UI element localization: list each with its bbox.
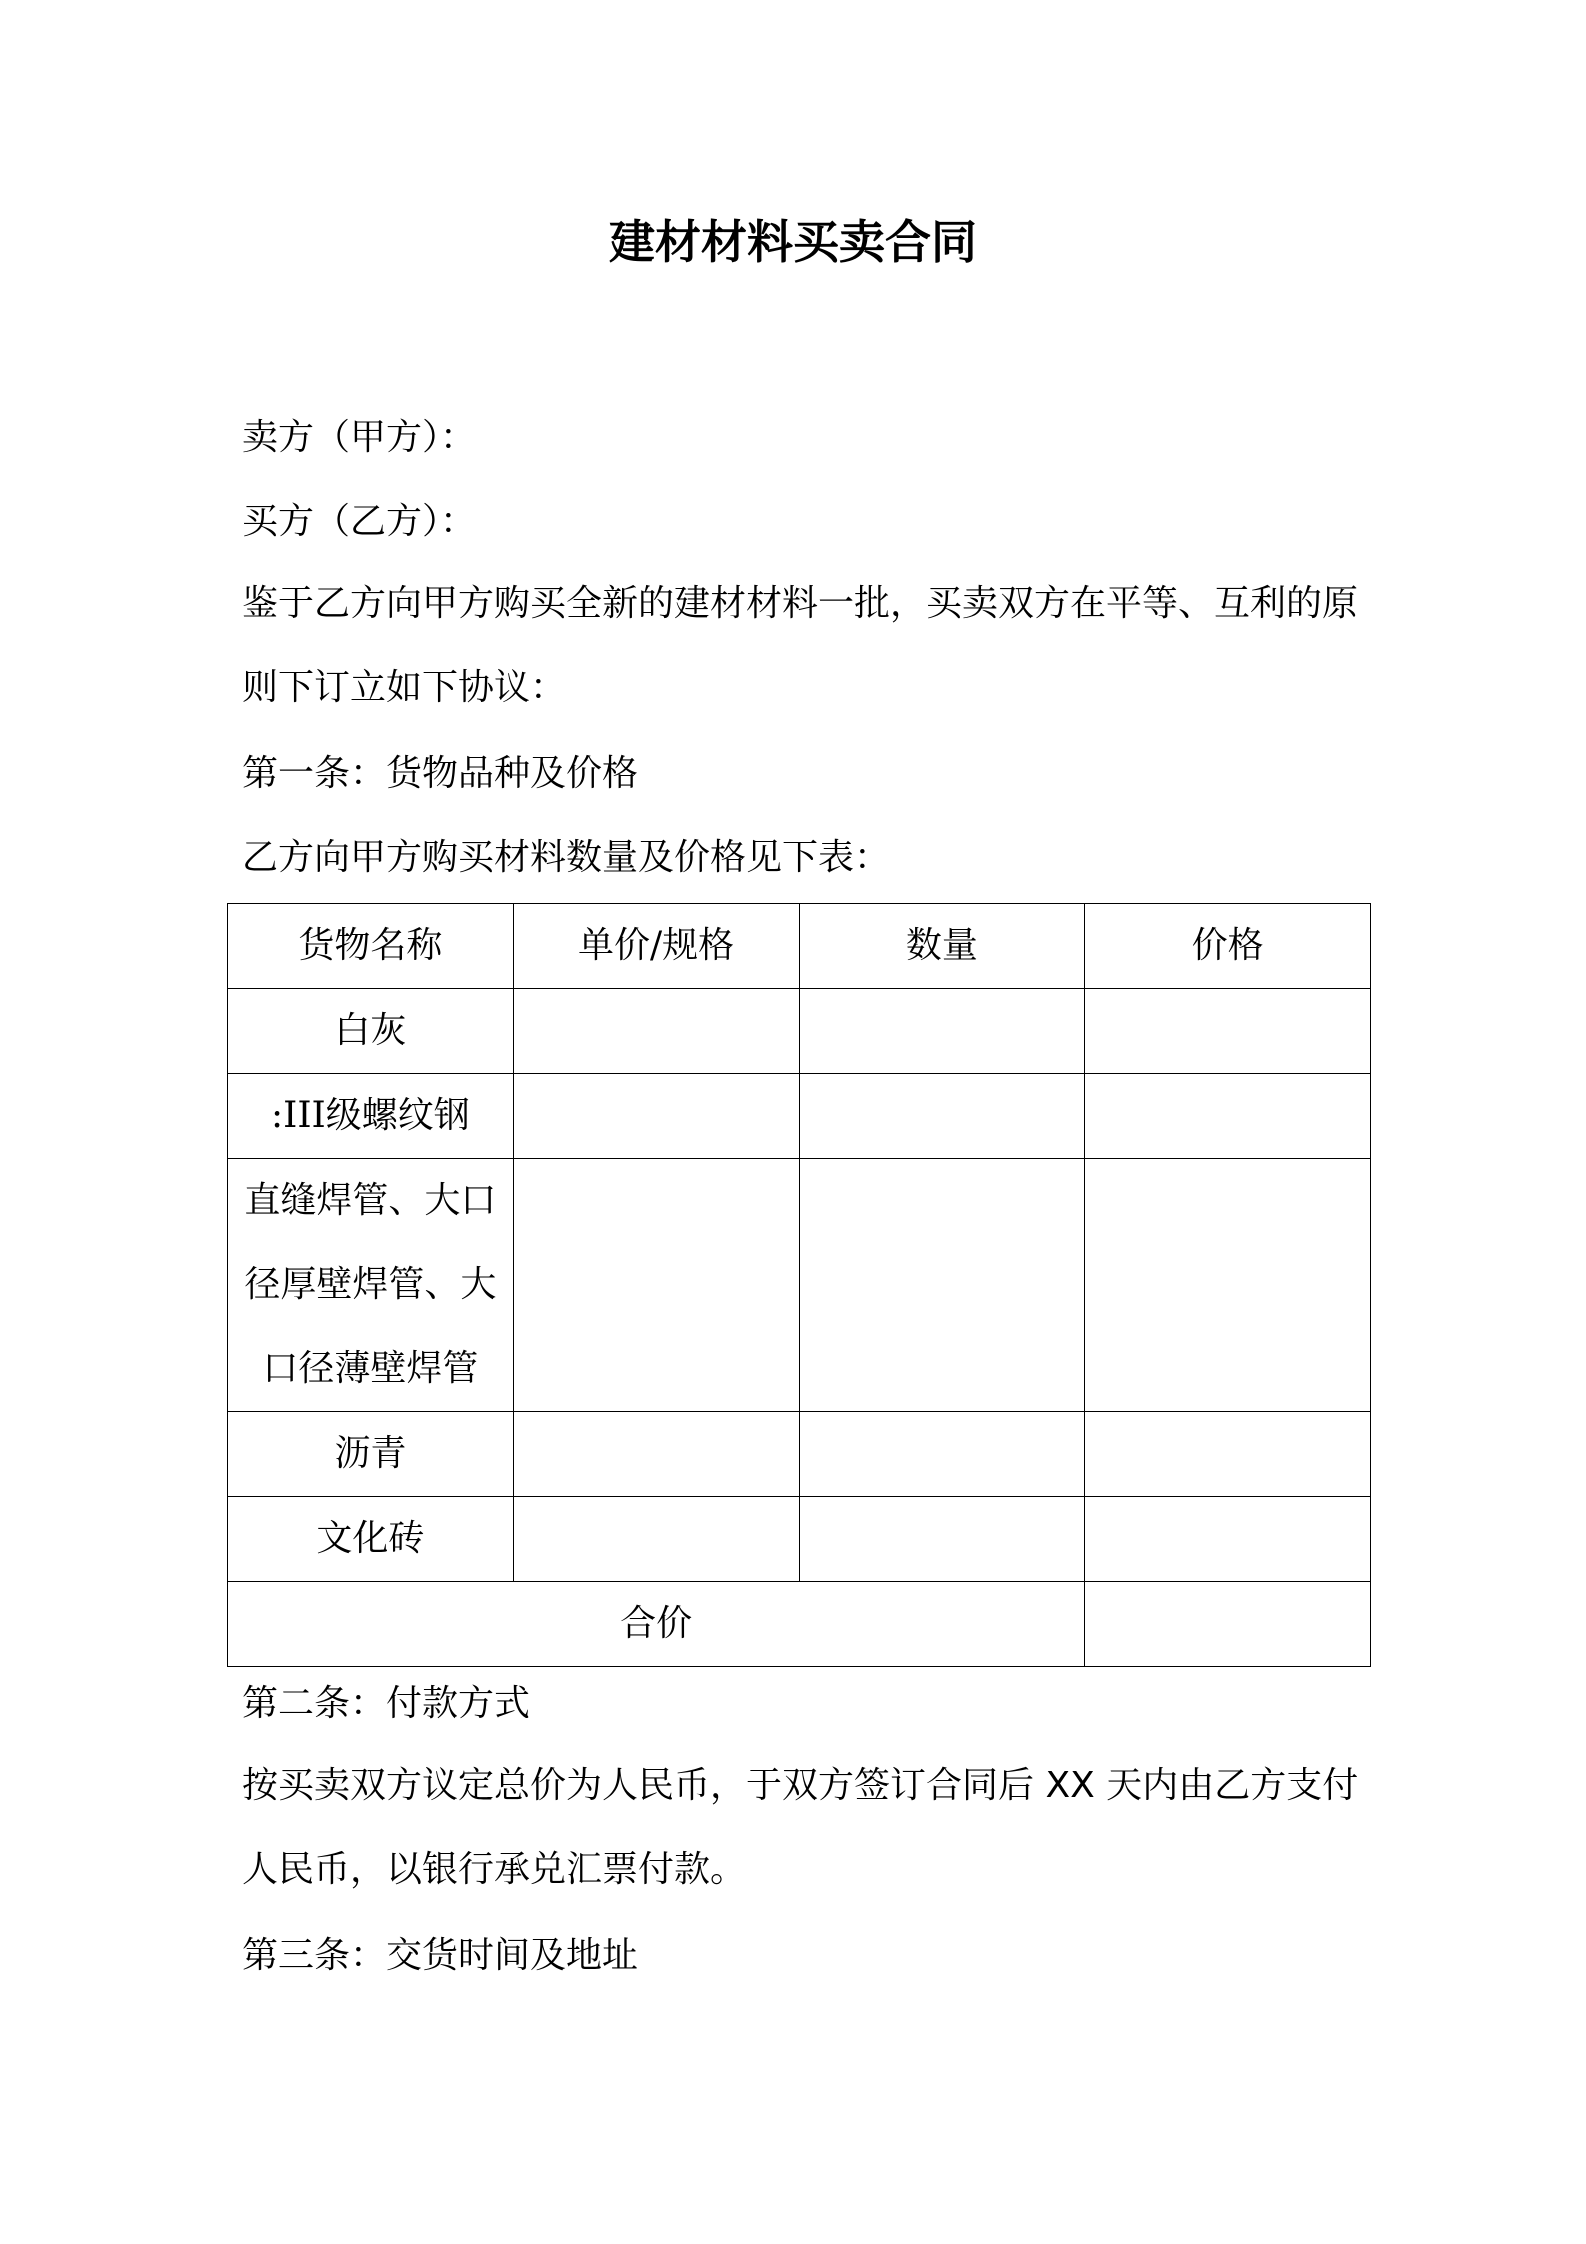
goods-table	[227, 903, 1371, 1667]
cell-unit-price	[513, 1074, 799, 1159]
cell-unit-price	[513, 1497, 799, 1582]
article2-text: 按买卖双方议定总价为人民币，于双方签订合同后 XX 天内由乙方支付人民币，以银行承兑汇票付款。	[242, 1765, 1359, 1890]
header-unit-price: 单价/规格	[513, 904, 799, 989]
table-row	[228, 1074, 1371, 1159]
cell-quantity	[799, 1497, 1085, 1582]
buyer-line: 买方（乙方）：	[242, 501, 477, 542]
total-label: 合价	[228, 1582, 1085, 1667]
intro-paragraph: 鉴于乙方向甲方购买全新的建材材料一批，买卖双方在平等、互利的原则下订立如下协议：	[242, 583, 1359, 708]
cell-goods-name: 白灰	[228, 989, 514, 1074]
cell-goods-name: :III级螺纹钢	[228, 1074, 514, 1159]
cell-quantity	[799, 1412, 1085, 1497]
header-goods-name: 货物名称	[228, 904, 514, 989]
cell-price	[1085, 1159, 1371, 1412]
cell-unit-price	[513, 1159, 799, 1412]
cell-price	[1085, 1497, 1371, 1582]
cell-price	[1085, 1074, 1371, 1159]
cell-goods-name: 沥青	[228, 1412, 514, 1497]
cell-unit-price	[513, 1412, 799, 1497]
table-row	[228, 1159, 1371, 1412]
total-value	[1085, 1582, 1371, 1667]
article2-heading: 第二条：付款方式	[242, 1683, 531, 1724]
seller-line: 卖方（甲方）：	[242, 417, 477, 458]
header-quantity: 数量	[799, 904, 1085, 989]
cell-unit-price	[513, 989, 799, 1074]
table-row	[228, 989, 1371, 1074]
cell-quantity	[799, 1074, 1085, 1159]
cell-price	[1085, 989, 1371, 1074]
article1-heading: 第一条：货物品种及价格	[242, 753, 639, 794]
article3-heading: 第三条：交货时间及地址	[242, 1935, 639, 1976]
table-header-row	[228, 904, 1371, 989]
cell-quantity	[799, 989, 1085, 1074]
cell-price	[1085, 1412, 1371, 1497]
article1-text: 乙方向甲方购买材料数量及价格见下表：	[242, 837, 891, 878]
table-row	[228, 1412, 1371, 1497]
cell-goods-name: 文化砖	[228, 1497, 514, 1582]
table-row	[228, 1497, 1371, 1582]
cell-quantity	[799, 1159, 1085, 1412]
document-title: 建材材料买卖合同	[609, 215, 977, 269]
cell-goods-name: 直缝焊管、大口径厚壁焊管、大口径薄壁焊管	[228, 1159, 514, 1412]
table-total-row	[228, 1582, 1371, 1667]
header-price: 价格	[1085, 904, 1371, 989]
